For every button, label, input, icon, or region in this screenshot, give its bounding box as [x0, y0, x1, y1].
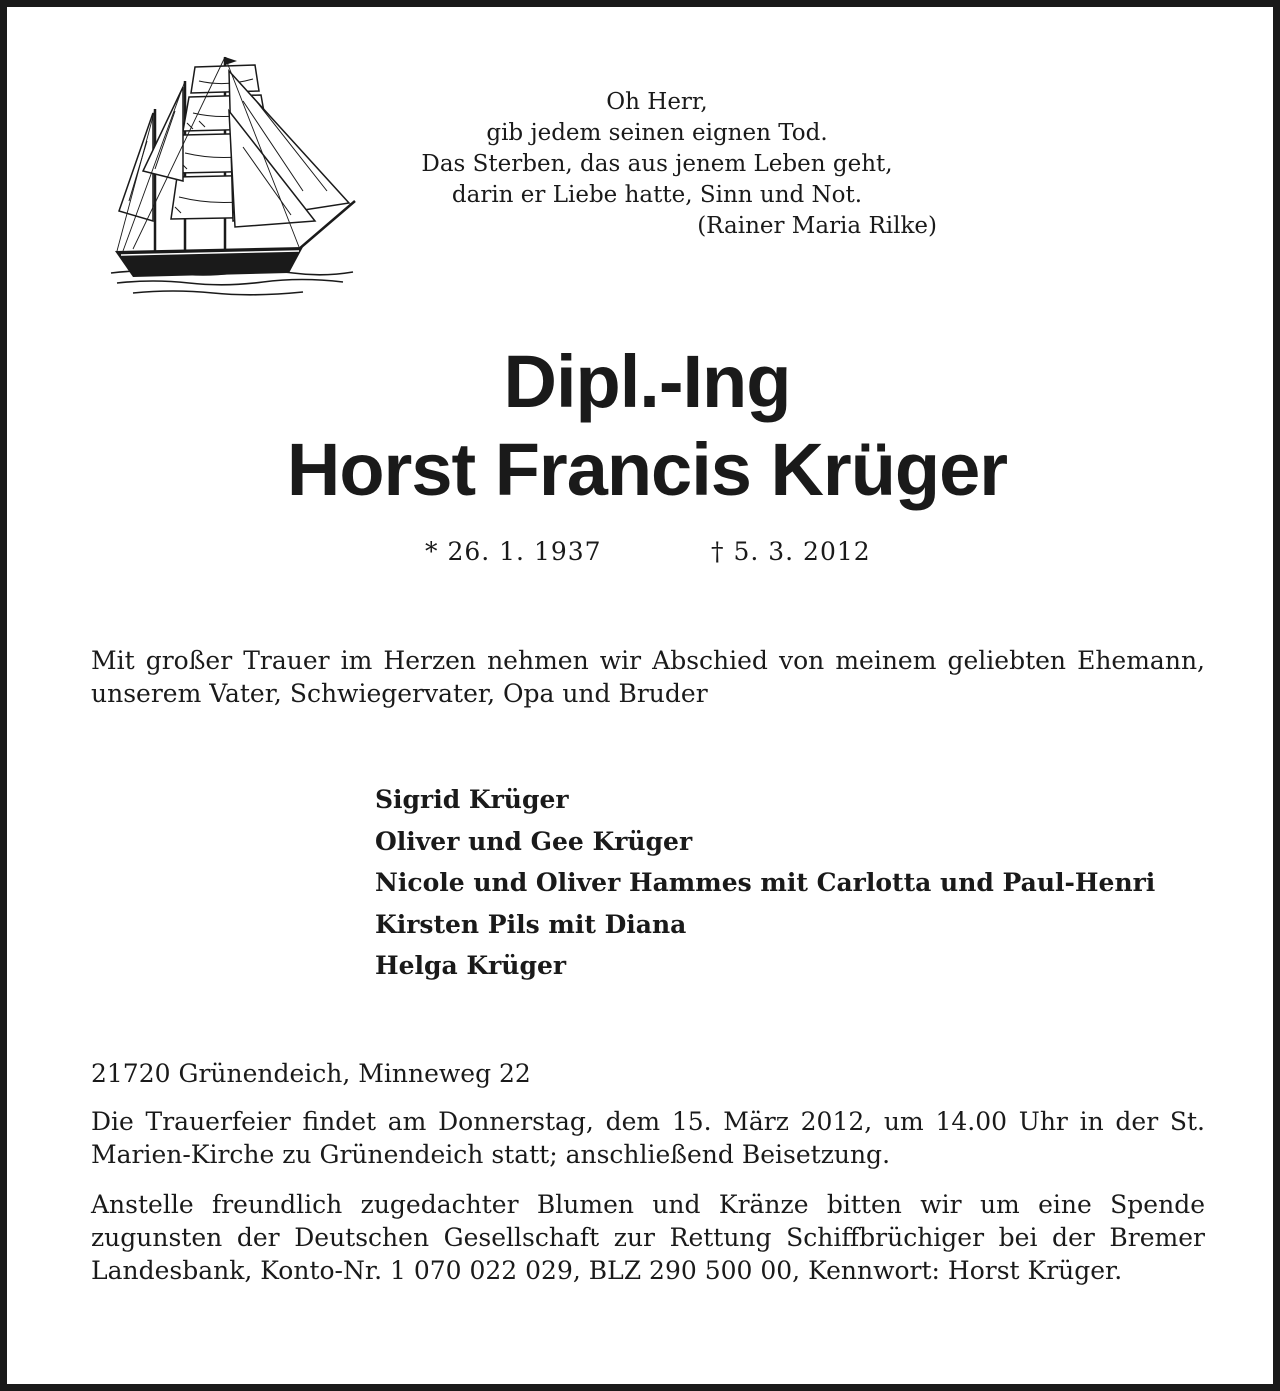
death-date: † 5. 3. 2012: [711, 537, 871, 566]
poem-author: (Rainer Maria Rilke): [697, 213, 937, 239]
list-item: Sigrid Krüger: [375, 785, 569, 814]
deceased-title: Dipl.-Ing: [503, 340, 791, 423]
poem-line: darin er Liebe hatte, Sinn und Not.: [451, 182, 863, 208]
sailing-ship-icon: [103, 51, 359, 305]
list-item: Oliver und Gee Krüger: [375, 826, 693, 856]
intro-text: Mit großer Trauer im Herzen nehmen wir Abschied von meinem geliebten Ehemann, unserem Vater, Schwiegervater, Opa und Bruder: [91, 646, 1205, 708]
list-item: Kirsten Pils mit Diana: [375, 909, 687, 939]
list-item: Nicole und Oliver Hammes mit Carlotta und Paul-Henri: [375, 868, 1156, 897]
poem-line: gib jedem seinen eignen Tod.: [486, 120, 828, 146]
funeral-text: Die Trauerfeier findet am Donnerstag, dem 15. März 2012, um 14.00 Uhr in der St. Marien-Kirche zu Grünendeich statt; anschließend Beisetzung.: [91, 1107, 1205, 1169]
deceased-name: Horst Francis Krüger: [286, 428, 1008, 511]
poem-quote: [367, 87, 947, 242]
birth-date: * 26. 1. 1937: [425, 537, 602, 566]
list-item: Helga Krüger: [375, 951, 567, 980]
family-list: [375, 779, 1155, 987]
donation-text: Anstelle freundlich zugedachter Blumen und Kränze bitten wir um eine Spende zugunsten der Deutschen Gesellschaft zur Rettung Schiffbrüchiger bei der Bremer Landesbank, Konto-Nr. 1 070 022 029, BLZ 290 500 00, Kennwort: Horst Krüger.: [91, 1190, 1205, 1285]
poem-line: Oh Herr,: [606, 89, 708, 115]
poem-line: Das Sterben, das aus jenem Leben geht,: [421, 151, 893, 177]
address-text: 21720 Grünendeich, Minneweg 22: [91, 1059, 531, 1088]
